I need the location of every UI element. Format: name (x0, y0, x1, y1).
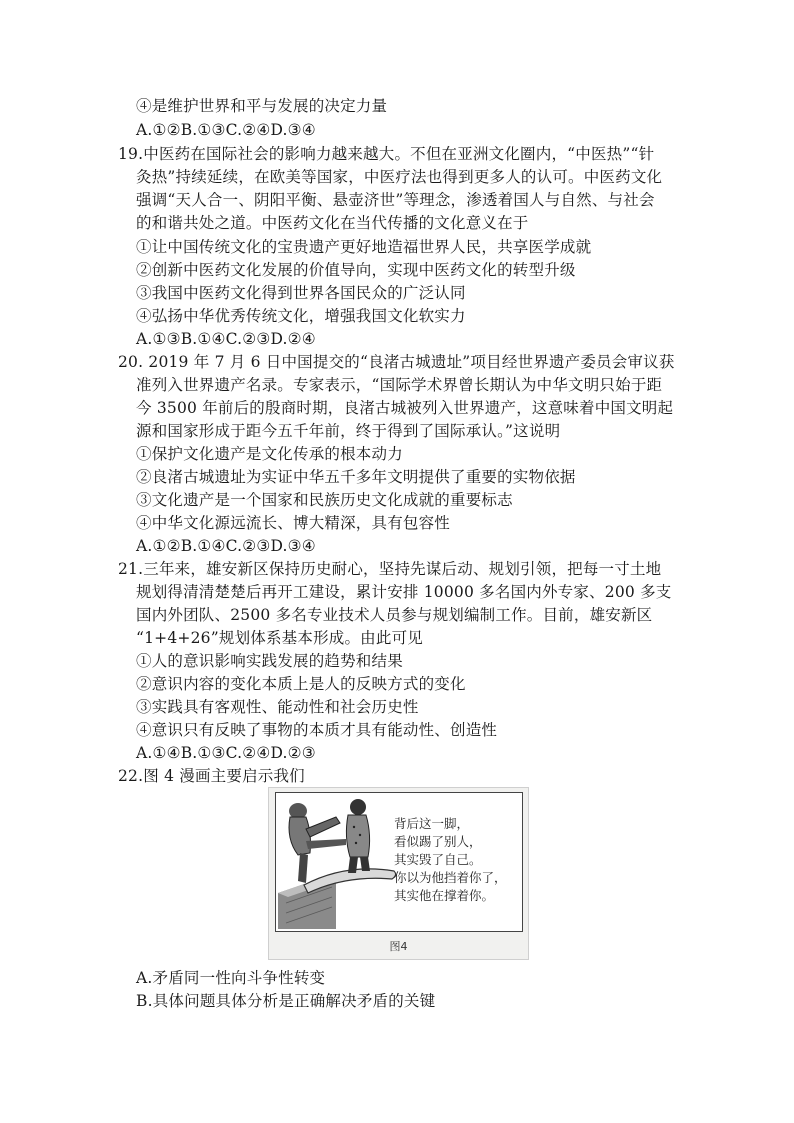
q21-option-1: ①人的意识影响实践发展的趋势和结果 (136, 652, 403, 670)
q21-option-3: ③实践具有客观性、能动性和社会历史性 (136, 698, 419, 716)
q22-stem: 22.图 4 漫画主要启示我们 (118, 767, 305, 785)
q19-stem-line-4: 的和谐共处之道。中医药文化在当代传播的文化意义在于 (136, 214, 529, 232)
cartoon-caption-line-2: 看似踢了别人， (394, 834, 482, 849)
cartoon-caption-line-1: 背后这一脚， (394, 816, 470, 831)
q20-stem-line-1: 20. 2019 年 7 月 6 日中国提交的“良渚古城遗址”项目经世界遗产委员会审议获 (118, 353, 675, 371)
q19-option-3: ③我国中医药文化得到世界各国民众的广泛认同 (136, 284, 466, 302)
q21-option-4: ④意识只有反映了事物的本质才具有能动性、创造性 (136, 721, 498, 739)
q19-stem-line-1: 19.中医药在国际社会的影响力越来越大。不但在亚洲文化圈内，“中医热”“针 (118, 145, 655, 163)
q20-option-4: ④中华文化源远流长、博大精深，具有包容性 (136, 514, 451, 532)
q19-answer-choices: A.①③B.①④C.②③D.②④ (136, 330, 316, 348)
q19-stem-line-3: 强调“天人合一、阴阳平衡、悬壶济世”等理念，渗透着国人与自然、与社会 (136, 191, 655, 209)
q19-stem-line-2: 灸热”持续延续，在欧美等国家，中医疗法也得到更多人的认可。中医药文化 (136, 168, 663, 186)
q19-option-2: ②创新中医药文化发展的价值导向，实现中医药文化的转型升级 (136, 261, 576, 279)
q19-option-4: ④弘扬中华优秀传统文化，增强我国文化软实力 (136, 307, 466, 325)
cartoon-panel (275, 792, 523, 932)
cartoon-caption-line-3: 其实毁了自己。 (394, 852, 482, 867)
q20-stem-line-3: 今 3500 年前后的殷商时期，良渚古城被列入世界遗产，这意味着中国文明起 (136, 399, 674, 417)
cartoon-caption-line-5: 其实他在撑着你。 (394, 888, 495, 903)
q20-stem-line-2: 准列入世界遗产名录。专家表示，“国际学术界曾长期认为中华文明只始于距 (136, 376, 663, 394)
q21-stem-line-1: 21.三年来，雄安新区保持历史耐心，坚持先谋后动、规划引领，把每一寸土地 (118, 560, 662, 578)
standing-figure (346, 799, 370, 873)
figure-label: 图4 (389, 940, 408, 953)
q21-stem-line-2: 规划得清清楚楚后再开工建设，累计安排 10000 多名国内外专家、200 多支 (136, 583, 672, 601)
q21-stem-line-4: “1+4+26”规划体系基本形成。由此可见 (136, 629, 423, 647)
q21-answer-choices: A.①④B.①③C.②④D.②③ (136, 744, 316, 762)
q20-answer-choices: A.①②B.①④C.②③D.③④ (136, 537, 316, 555)
q20-option-1: ①保护文化遗产是文化传承的根本动力 (136, 445, 403, 463)
q22-option-a: A.矛盾同一性向斗争性转变 (136, 969, 326, 987)
q18-answer-choices: A.①②B.①③C.②④D.③④ (136, 121, 316, 139)
figure-4-cartoon (268, 787, 529, 960)
q19-option-1: ①让中国传统文化的宝贵遗产更好地造福世界人民，共享医学成就 (136, 238, 592, 256)
q20-option-2: ②良渚古城遗址为实证中华五千多年文明提供了重要的实物依据 (136, 468, 576, 486)
q21-stem-line-3: 国内外团队、2500 多名专业技术人员参与规划编制工作。目前，雄安新区 (136, 606, 653, 624)
q20-stem-line-4: 源和国家形成于距今五千年前，终于得到了国际承认。”这说明 (136, 422, 561, 440)
kicking-figure (289, 803, 346, 883)
q18-option-4: ④是维护世界和平与发展的决定力量 (136, 97, 388, 115)
q20-option-3: ③文化遗产是一个国家和民族历史文化成就的重要标志 (136, 491, 513, 509)
q22-option-b: B.具体问题具体分析是正确解决矛盾的关键 (136, 992, 436, 1010)
q21-option-2: ②意识内容的变化本质上是人的反映方式的变化 (136, 675, 466, 693)
cartoon-caption-line-4: 你以为他挡着你了， (394, 870, 507, 885)
